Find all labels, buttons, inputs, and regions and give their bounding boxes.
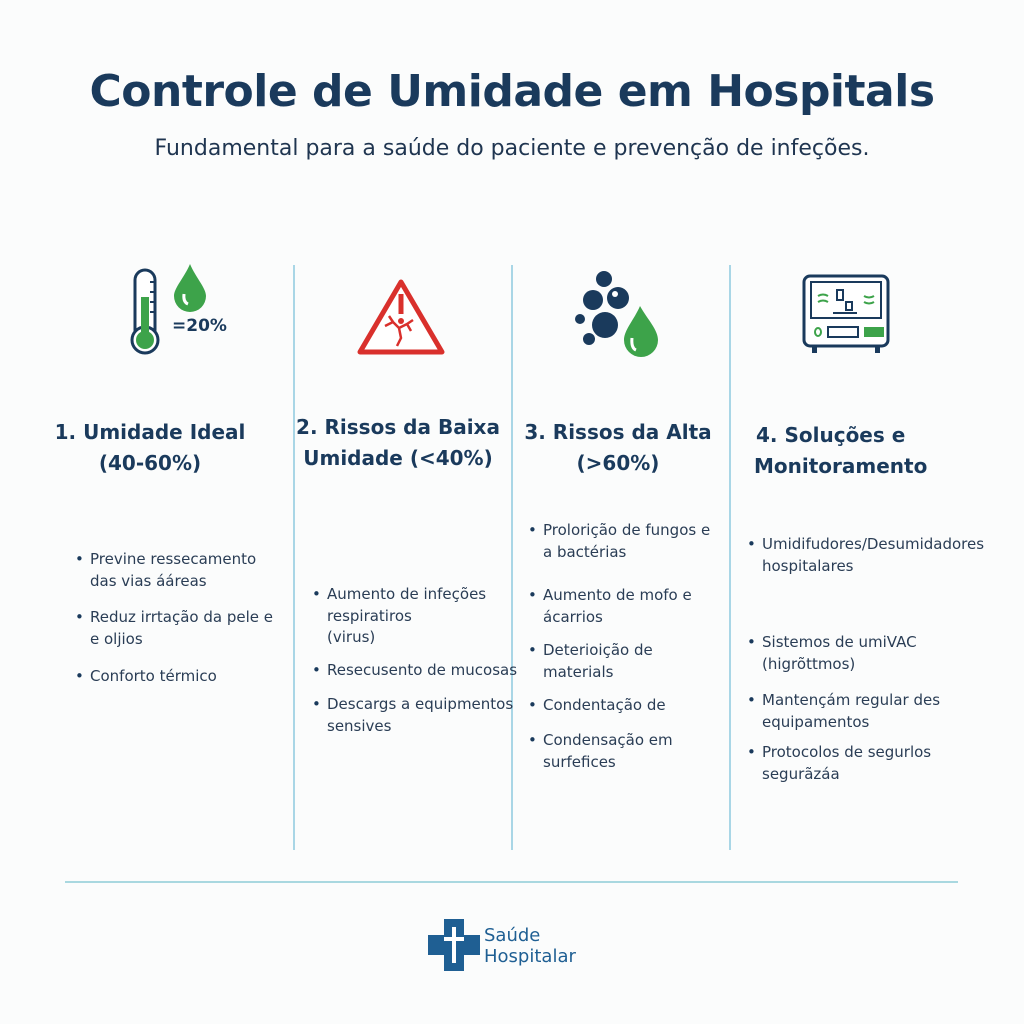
title-line: (40-60%) (98, 451, 202, 475)
brand-logo-text (484, 925, 576, 967)
thermometer-droplet-icon (128, 262, 238, 362)
list-item: • Aumento de mofo e ácarrios (543, 585, 692, 628)
title-line: (>60%) (576, 451, 660, 475)
humidity-readout: =20% (172, 316, 227, 336)
column-title-low-humidity-risks (292, 412, 504, 474)
list-item: • Deterioição de materials (543, 640, 653, 683)
list-item: • Protocolos de segurlos segurãzáa (762, 742, 931, 785)
warning-triangle-icon (355, 276, 447, 358)
list-item: • Mantençám regular des equipamentos (762, 690, 940, 733)
list-item: • Previne ressecamento das vias ááreas (90, 549, 256, 592)
list-item: • Umidifudores/Desumidadores hospitalares (762, 534, 984, 577)
mold-spores-droplet-icon (572, 268, 664, 363)
column-title-high-humidity-risks (512, 417, 724, 479)
title-line: 4. Soluções e (756, 423, 906, 447)
title-line: Monitoramento (754, 454, 928, 478)
footer-divider (65, 881, 958, 883)
title-line: Umidade (<40%) (303, 446, 493, 470)
title-line: 1. Umidade Ideal (54, 420, 246, 444)
list-item: • Resecusento de mucosas (327, 660, 517, 682)
logo-line: Hospitalar (484, 946, 576, 967)
logo-line: Saúde (484, 925, 541, 946)
monitoring-device-icon (800, 272, 892, 358)
column-divider (293, 265, 295, 850)
title-line: 3. Rissos da Alta (524, 420, 712, 444)
title-line: 2. Rissos da Baixa (296, 415, 500, 439)
column-title-ideal-humidity (20, 417, 280, 479)
page-subtitle: Fundamental para a saúde do paciente e prevenção de infeções. (154, 136, 870, 161)
list-item: • Condensação em surfefices (543, 730, 673, 773)
column-divider (511, 265, 513, 850)
list-item: • Reduz irrtação da pele e e oljios (90, 607, 273, 650)
list-item: • Condentação de (543, 695, 666, 717)
list-item: • Sistemos de umiVAC (higrõttmos) (762, 632, 917, 675)
list-item: • Aumento de infeções respiratiros (virus) (327, 584, 486, 649)
column-divider (729, 265, 731, 850)
list-item: • Prolorição de fungos e a bactérias (543, 520, 710, 563)
column-title-solutions (754, 420, 1014, 482)
list-item: • Conforto térmico (90, 666, 217, 688)
page-title: Controle de Umidade em Hospitals (89, 66, 935, 117)
list-item: • Descargs a equipmentos sensives (327, 694, 513, 737)
medical-cross-logo-icon (428, 919, 480, 971)
